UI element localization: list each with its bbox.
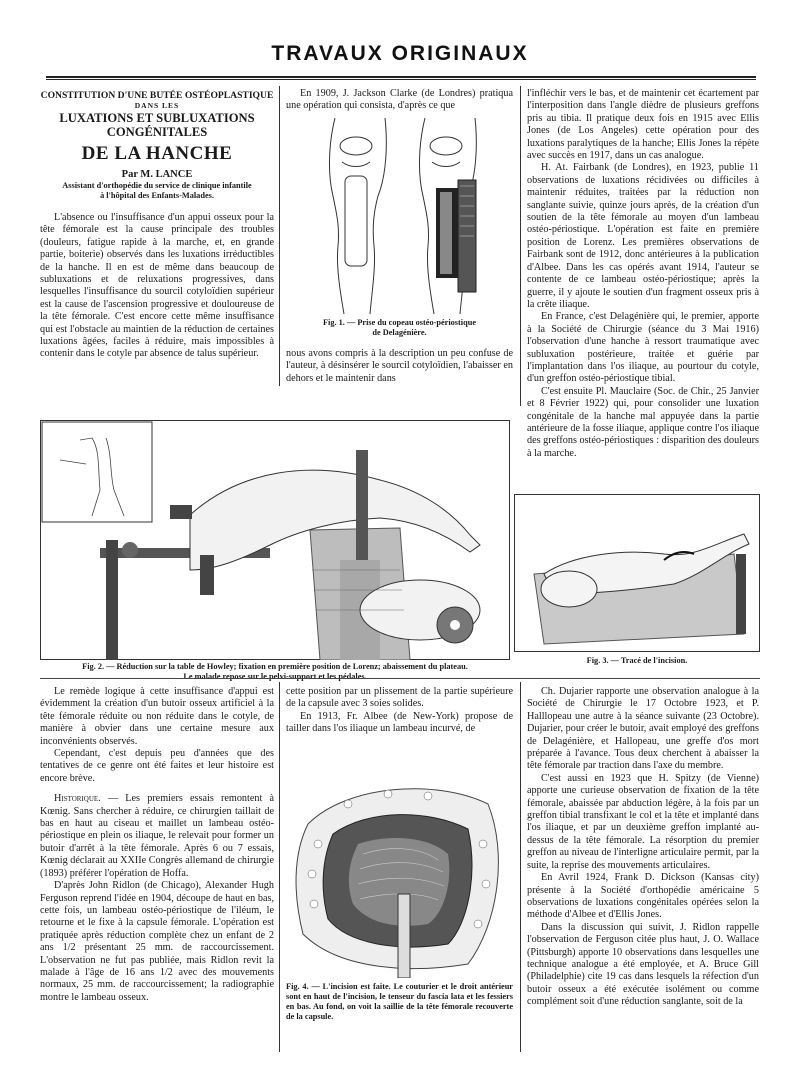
paragraph: En Avril 1924, Frank D. Dickson (Kansas city) présente à la Société d'orthopédie américaine 5 observations de luxations congénitales opérées selon la méthode d'Albee et d'Ellis Jones. (527, 872, 759, 921)
col2-top-after (286, 348, 513, 385)
article-affiliation-2: à l'hôpital des Enfants-Malades. (100, 191, 214, 200)
figure-2-operation-table (40, 420, 510, 660)
paragraph: H. At. Fairbank (de Londres), en 1923, publie 11 observations de luxations récidivées ou difficiles à maintenir réduites, traitées par la réduction non sanglante suivie, quinze jours après, de la création d'un soutien de la tête fémorale au moyen d'un lambeau ostéo-périostique. L'opération est faite en première position de Lorenz. Les premières observations de Fairbank sont de 1912, donc antérieures à la publication d'Albee. Dans les cas opérés avant 1914, l'auteur se contente de ce lambeau ostéo-périostique; après la guerre, il y ajoute le soutien d'un fragment osseux pris à la crête iliaque. (527, 162, 759, 310)
paragraph: Le remède logique à cette insuffisance d'appui est évidemment la création d'un butoir osseux artificiel à la tête fémorale réduite ou non réduite dans le cotyle, de manière à obvier dans une certaine mesure aux inconvénients observés. (40, 686, 274, 747)
paragraph: C'est ensuite Pl. Mauclaire (Soc. de Chir., 25 Janvier et 8 Février 1922) qui, pour consolider une luxation congénitale de la hanche mal appuyée dans la partie antérieure de la fosse iliaque, applique contre l'os iliaque des greffons ostéo-périostiques : disparition des douleurs à la marche. (527, 385, 759, 459)
article-small: DANS LES (134, 101, 180, 110)
paragraph: Ch. Dujarier rapporte une observation analogue à la Société de Chirurgie le 17 Octobre 1923, et P. Halllopeau une autre à la séance suivante (23 Octobre). Dujarier, pour créer le butoir, avait employé des greffons de Delagénière, et Hallopeau, une greffe d'os mort préparée à l'avance. Tous deux cherchent à abaisser la tête fémorale par traction dans l'axe du membre. (527, 686, 759, 772)
paragraph: Dans la discussion qui suivit, J. Ridlon rappelle l'observation de Ferguson citée plus haut, J. O. Wallace (Pittsburgh) apporte 10 observations dans lesquelles une technique analogue a été employée, et A. Bruce Gill (Philadelphie) cite 19 cas dans lesquels la réfection d'un butoir osseux a été exécutée isolément ou comme complément soit d'une réduction sanglante, soit de la (527, 921, 759, 1008)
col2-top-intro (286, 88, 513, 113)
col3-bottom-text (527, 686, 759, 1009)
paragraph: C'est aussi en 1923 que H. Spitzy (de Vienne) apporte une curieuse observation de fixation de la tête fémorale, abaissée par abduction légère, à la fois par un greffon tibial transfixant le col et la tête et implanté dans l'os iliaque, et par un deuxième greffon implanté au-dessus de la tête fémorale. La résorption du premier greffon au niveau de l'interligne articulaire permit, par la suite, la reprise des mouvements articulaires. (527, 772, 759, 871)
caption-line: Le malade repose sur le pelvi-support et les pédales. (183, 672, 367, 681)
col2-bottom-text (286, 686, 513, 736)
article-main-title: DE LA HANCHE (81, 143, 233, 164)
article-subtitle: LUXATIONS ET SUBLUXATIONS CONGÉNITALES (59, 111, 255, 139)
caption-line: Fig. 1. — Prise du copeau ostéo-périostique (322, 318, 477, 327)
figure-4-surgical-incision (288, 774, 512, 978)
paragraph: Cependant, c'est depuis peu d'années que des tentatives de ce genre ont été faites et leur histoire est encore brève. (40, 748, 274, 784)
page-header-title: TRAVAUX ORIGINAUX (271, 42, 529, 65)
column-rule (520, 682, 521, 1052)
figure-3-caption: Fig. 3. — Tracé de l'incision. (586, 656, 688, 665)
paragraph: D'après John Ridlon (de Chicago), Alexander Hugh Ferguson reprend l'idée en 1904, découpe de haut en bas, cette fois, un lambeau ostéo-périostique de l'iléum, le retourne et le fixe à la capsule fémorale. L'opération est pratiquée après réduction complète chez un enfant de 2 ans 1/2 présentant 25 mm. de raccourcissement. L'observation ne fut pas publiée, mais Ridlon revit la malade à l'âge de 16 ans 1/2 avec des mouvements normaux, 25 mm. de raccourcissement; la radiographie montre le lambeau osseux. (40, 880, 274, 1003)
article-title-block (40, 90, 274, 201)
figure-3-incision-trace (514, 494, 760, 652)
paragraph: En 1913, Fr. Albee (de New-York) propose de tailler dans l'os iliaque un lambeau incurvé, de (286, 710, 513, 735)
figure-1-legs-illustration (300, 116, 500, 316)
column-rule (279, 682, 280, 1052)
paragraph: cette position par un plissement de la partie supérieure de la capsule avec 3 soies solides. (286, 686, 513, 710)
col3-top-text (527, 88, 759, 460)
paragraph: En 1909, J. Jackson Clarke (de Londres) pratiqua une opération qui consista, d'après ce que (286, 88, 513, 112)
article-affiliation-1: Assistant d'orthopédie du service de clinique infantile (62, 181, 252, 190)
col1-top-text (40, 212, 274, 361)
col1-bottom-text (40, 686, 274, 1004)
caption-line: de Delagénière. (372, 328, 427, 337)
paragraph: l'infléchir vers le bas, et de maintenir cet écartement par l'interposition dans l'angle dièdre de plusieurs greffons pris au tibia. Il pratique deux fois en 1915 avec Ellis Jones (de Los Angeles) cette opération pour des luxations paralytiques de la hanche; Ellis Jones la répète avec succès en 1917, dans un cas analogue. (527, 88, 759, 162)
paragraph: En France, c'est Delagénière qui, le premier, apporte à la Société de Chirurgie (séance du 3 Mai 1916) l'observation d'une hanche à ressort traumatique avec subluxation postérieure, traitée et guérie par l'implantation dans l'os iliaque, au pourtour du cotyle, d'un greffon ostéo-périostique tibial. (527, 311, 759, 385)
header-rule (46, 76, 756, 78)
article-kicker: CONSTITUTION D'UNE BUTÉE OSTÉOPLASTIQUE (40, 90, 274, 101)
column-rule (279, 86, 280, 386)
figure-1-caption (286, 318, 513, 338)
header-rule-thin (46, 79, 756, 80)
paragraph: nous avons compris à la description un peu confuse de l'auteur, à désinsérer le sourcil cotyloïdien, l'abaisser en dehors et le maintenir dans (286, 348, 513, 384)
history-label: Historique. (54, 793, 101, 805)
figure-2-caption (40, 662, 510, 682)
history-text: — Les premiers essais remontent à Kœnig. Sans chercher à réduire, ce chirurgien taillait de bas en haut au ciseau et maillet un lambeau ostéo-périostique en plein os iliaque, le relevait pour former un butoir d'arrêt à la tête fémorale. Après 6 ou 7 essais, Kœnig déclarait au XXIIe Congrès allemand de chirurgie (1893) préférer l'opération de Hoffa. (40, 793, 274, 879)
paragraph-history (40, 793, 274, 880)
column-rule (520, 86, 521, 406)
section-rule (40, 678, 760, 679)
paragraph: L'absence ou l'insuffisance d'un appui osseux pour la tête fémorale est la cause principale des troubles (douleurs, fatigue rapide à la marche, et, en grande partie, boiterie) observés dans les luxations irréductibles de la hanche. Il en est de même dans beaucoup de subluxations et de reluxations progressives, dans lesquelles l'insuffisance du sourcil cotyloïdien supérieur est la cause de l'ascension progressive et douloureuse de la tête fémorale. C'est encore cette même insuffisance qui est l'obstacle au maintien de la réduction de certaines luxations âgées, faciles à réduire, mais impossibles à contenir dans le cotyle par absence de talus supérieur. (40, 212, 274, 360)
caption-line: Fig. 2. — Réduction sur la table de Howley; fixation en première position de Lorenz; abaissement du plateau. (82, 662, 468, 671)
article-author: Par M. LANCE (121, 169, 193, 180)
figure-4-caption: Fig. 4. — L'incision est faite. Le couturier et le droit antérieur sont en haut de l'incision, le tenseur du fascia lata et les fessiers en bas. Au fond, on voit la saillie de la tête fémorale recouverte de la capsule. (286, 982, 513, 1021)
